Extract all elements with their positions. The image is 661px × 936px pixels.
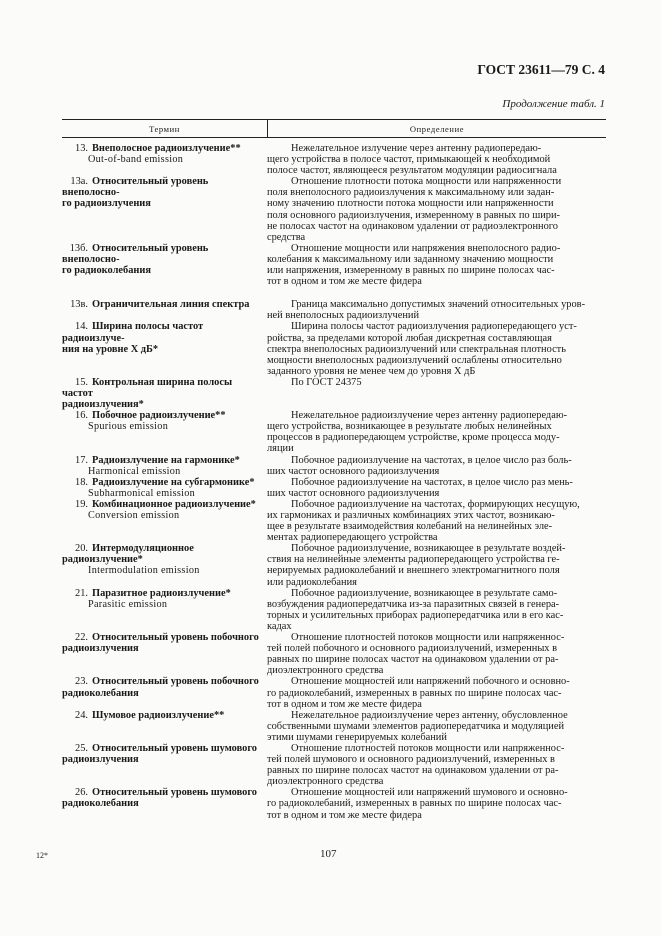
- definition-line: Побочное радиоизлучение на частотах, формирующих несущую,: [291, 498, 580, 510]
- definition-line: или напряжения, измеренному в равных по ширине полосах час-: [267, 265, 555, 277]
- definition-line: тей полей побочного и основного радиоизлучений, измеренных в: [267, 643, 557, 655]
- column-header-definition: Определение: [409, 123, 465, 134]
- term-number: 13в.: [70, 299, 88, 311]
- term-cell: [62, 543, 267, 587]
- definition-cell: [267, 499, 606, 543]
- table-row: [62, 676, 606, 709]
- definition-line: возбуждения радиопередатчика из-за паразитных связей в генера-: [267, 598, 560, 610]
- term-english: Spurious emission: [88, 421, 169, 433]
- term-cell: [62, 632, 267, 676]
- definition-line: диоэлектронного средства: [267, 665, 384, 677]
- definition-line: полосе частот, являющееся результатом модуляции радиосигнала: [267, 165, 557, 177]
- term-english: Parasitic emission: [88, 598, 168, 610]
- definition-line: мощности внеполосных радиоизлучений ослаблены относительно: [267, 354, 562, 366]
- definition-line: Побочное радиоизлучение на частотах, в целое число раз боль-: [291, 454, 572, 466]
- definition-line: Побочное радиоизлучение, возникающее в результате само-: [291, 587, 558, 599]
- term-name: Интермодуляционное радиоизлучение*: [62, 543, 194, 566]
- table-row: [62, 455, 606, 477]
- table-row: [62, 477, 606, 499]
- term-number: 18.: [75, 476, 88, 488]
- term-name-continued: радиоколебания: [62, 687, 139, 699]
- term-name: Радиоизлучение на субгармонике*: [92, 476, 255, 488]
- definition-line: нерируемых радиоколебаний и внешнего электромагнитного поля: [267, 565, 560, 577]
- term-name-continued: ния на уровне X дБ*: [62, 343, 159, 355]
- definition-line: торных и усилительных приборах радиопередатчика или в его кас-: [267, 609, 564, 621]
- table-row: [62, 410, 606, 454]
- term-name: Паразитное радиоизлучение*: [92, 587, 231, 599]
- table-row: [62, 143, 606, 176]
- definition-line: Побочное радиоизлучение на частотах, в целое число раз мень-: [291, 476, 573, 488]
- term-name: Ширина полосы частот радиоизлуче-: [62, 321, 204, 344]
- definition-line: поля основного радиоизлучения, измеренному в равных по шири-: [267, 209, 560, 221]
- definition-line: тот в одном и том же месте фидера: [267, 276, 422, 288]
- terms-table: [62, 119, 606, 821]
- definition-line: щее в результате взаимодействия колебаний на нелинейных эле-: [267, 521, 553, 533]
- definition-line: Отношение мощностей или напряжений шумового и основно-: [291, 787, 568, 799]
- definition-line: Отношение плотностей потоков мощности или напряженнос-: [291, 742, 565, 754]
- term-number: 23.: [75, 676, 88, 688]
- definition-line: Нежелательное радиоизлучение через антенну радиопередаю-: [291, 410, 568, 422]
- definition-line: Ширина полосы частот радиоизлучения радиопередающего уст-: [291, 321, 577, 333]
- term-english: Harmonical emission: [88, 465, 181, 477]
- term-number: 19.: [75, 498, 88, 510]
- definition-line: Нежелательное излучение через антенну радиопередаю-: [291, 143, 542, 154]
- term-name: Ограничительная линия спектра: [92, 299, 250, 311]
- definition-line: их гармониках и различных комбинациях этих частот, возникаю-: [267, 510, 555, 521]
- definition-line: Побочное радиоизлучение, возникающее в результате воздей-: [291, 543, 566, 555]
- term-cell: [62, 499, 267, 543]
- definition-line: равных по ширине полосах частот на одинаковом удалении от ра-: [267, 765, 559, 777]
- definition-cell: [267, 455, 606, 477]
- term-name-continued: радиоизлучения: [62, 754, 139, 766]
- definition-line: колебания к максимальному или заданному значению мощности: [267, 253, 554, 265]
- definition-cell: [267, 243, 606, 287]
- term-cell: [62, 787, 267, 820]
- term-cell: [62, 477, 267, 499]
- definition-line: Нежелательное радиоизлучение через антенну, обусловленное: [291, 709, 568, 721]
- term-name: Радиоизлучение на гармонике*: [92, 454, 240, 466]
- definition-line: ствия на нелинейные элементы радиопередающего устройства ге-: [267, 554, 560, 566]
- footer-mark: 12*: [36, 851, 48, 860]
- definition-line: процессов в радиопередающем устройстве, кроме процесса моду-: [267, 432, 560, 444]
- definition-line: ляции: [267, 443, 294, 455]
- definition-line: тот в одном и том же месте фидера: [267, 698, 422, 710]
- term-name: Шумовое радиоизлучение**: [92, 709, 225, 721]
- table-row: [62, 588, 606, 632]
- definition-line: кадах: [267, 620, 292, 632]
- term-name: Относительный уровень внеполосно-: [62, 176, 209, 199]
- definition-cell: [267, 176, 606, 243]
- term-cell: [62, 143, 267, 176]
- definition-line: или радиоколебания: [267, 576, 357, 588]
- term-name-continued: радиоколебания: [62, 798, 139, 810]
- definition-cell: [267, 632, 606, 676]
- term-name-continued: радиоизлучения: [62, 643, 139, 655]
- term-english: Subharmonical emission: [88, 487, 196, 499]
- term-number: 13б.: [69, 242, 88, 254]
- definition-line: Отношение мощности или напряжения внеполосного радио-: [291, 242, 561, 254]
- definition-line: щего устройства в полосе частот, примыкающей к необходимой: [267, 154, 551, 166]
- definition-line: не полосах частот на одинаковом удалении от радиоэлектронного: [267, 220, 558, 232]
- definition-line: Отношение плотности потока мощности или напряженности: [291, 176, 562, 188]
- term-name-continued: радиоизлучения*: [62, 399, 144, 411]
- definition-cell: [267, 377, 606, 410]
- table-row: [62, 499, 606, 543]
- table-header: [62, 119, 606, 138]
- definition-line: диоэлектронного средства: [267, 776, 384, 788]
- term-name: Контрольная ширина полосы частот: [62, 376, 233, 399]
- definition-line: собственными шумами элементов радиопередатчика и модуляцией: [267, 720, 565, 732]
- table-row: [62, 787, 606, 820]
- term-name: Комбинационное радиоизлучение*: [92, 498, 256, 510]
- table-body: [62, 138, 606, 821]
- definition-line: Граница максимально допустимых значений относительных уров-: [291, 299, 586, 311]
- definition-cell: [267, 710, 606, 743]
- table-continuation-label: Продолжение табл. 1: [502, 98, 605, 110]
- definition-line: Отношение мощностей или напряжений побочного и основно-: [291, 676, 570, 688]
- term-number: 13а.: [70, 176, 88, 188]
- term-number: 24.: [75, 709, 88, 721]
- term-name: Относительный уровень внеполосно-: [62, 242, 209, 265]
- term-english: Conversion emission: [88, 510, 180, 521]
- definition-line: тот в одном и том же месте фидера: [267, 809, 422, 821]
- definition-cell: [267, 787, 606, 820]
- definition-line: го радиоколебаний, измеренных в равных по ширине полосах час-: [267, 798, 562, 810]
- definition-line: Отношение плотностей потоков мощности или напряженнос-: [291, 632, 565, 644]
- definition-cell: [267, 410, 606, 454]
- table-row: [62, 243, 606, 287]
- term-number: 21.: [75, 587, 88, 599]
- term-cell: [62, 410, 267, 454]
- term-number: 13.: [75, 143, 88, 154]
- term-cell: [62, 743, 267, 787]
- definition-cell: [267, 299, 606, 321]
- term-number: 14.: [75, 321, 88, 333]
- definition-cell: [267, 321, 606, 376]
- definition-line: средства: [267, 231, 306, 243]
- term-cell: [62, 321, 267, 376]
- definition-line: тей полей шумового и основного радиоизлучений, измеренных в: [267, 754, 555, 766]
- definition-cell: [267, 477, 606, 499]
- table-row: [62, 632, 606, 676]
- term-name-continued: го радиоизлучения: [62, 198, 151, 210]
- term-cell: [62, 243, 267, 287]
- term-cell: [62, 710, 267, 743]
- term-number: 16.: [75, 410, 88, 422]
- term-name: Относительный уровень побочного: [92, 632, 259, 644]
- definition-line: щего устройства, возникающее в результате любых нелинейных: [267, 421, 552, 433]
- term-number: 17.: [75, 454, 88, 466]
- definition-line: По ГОСТ 24375: [291, 376, 362, 388]
- table-row: [62, 299, 606, 321]
- term-name-continued: го радиоколебания: [62, 265, 151, 277]
- column-header-term: Термин: [62, 120, 268, 137]
- definition-cell: [267, 743, 606, 787]
- definition-line: ших частот основного радиоизлучения: [267, 465, 440, 477]
- page-header: ГОСТ 23611—79 С. 4: [477, 62, 605, 77]
- term-cell: [62, 299, 267, 321]
- term-english: Intermodulation emission: [88, 565, 200, 577]
- definition-line: этими шумами генерируемых колебаний: [267, 731, 447, 743]
- term-cell: [62, 377, 267, 410]
- term-number: 15.: [75, 376, 88, 388]
- table-row: [62, 176, 606, 243]
- definition-line: равных по ширине полосах частот на одинаковом удалении от ра-: [267, 654, 559, 666]
- term-cell: [62, 676, 267, 709]
- term-name: Внеполосное радиоизлучение**: [92, 143, 241, 154]
- term-number: 20.: [75, 543, 88, 555]
- term-number: 22.: [75, 632, 88, 644]
- table-row: [62, 710, 606, 743]
- table-row: [62, 743, 606, 787]
- definition-line: ментах радиопередающего устройства: [267, 532, 438, 544]
- definition-cell: [267, 543, 606, 587]
- definition-line: поля внеполосного радиоизлучения к максимальному или задан-: [267, 187, 555, 199]
- definition-line: заданного уровня не менее чем до уровня X дБ: [267, 365, 476, 377]
- term-number: 26.: [75, 787, 88, 799]
- definition-line: ней внеполосных радиоизлучений: [267, 310, 420, 322]
- definition-cell: [267, 143, 606, 176]
- page-number: 107: [320, 848, 337, 860]
- term-cell: [62, 588, 267, 632]
- table-row: [62, 543, 606, 587]
- table-row: [62, 321, 606, 376]
- definition-cell: [267, 676, 606, 709]
- term-name: Относительный уровень шумового: [92, 742, 258, 754]
- term-name: Относительный уровень шумового: [92, 787, 258, 799]
- term-name: Побочное радиоизлучение**: [92, 410, 226, 422]
- definition-line: го радиоколебаний, измеренных в равных по ширине полосах час-: [267, 687, 562, 699]
- definition-line: ному значению плотности потока мощности или напряженности: [267, 198, 554, 210]
- term-cell: [62, 176, 267, 243]
- definition-cell: [267, 588, 606, 632]
- definition-line: спектра внеполосных радиоизлучений или спектральная плотность: [267, 343, 566, 355]
- table-row: [62, 377, 606, 410]
- definition-line: ройства, за пределами которой любая дискретная составляющая: [267, 332, 552, 344]
- definition-line: ших частот основного радиоизлучения: [267, 487, 440, 499]
- term-name: Относительный уровень побочного: [92, 676, 259, 688]
- term-number: 25.: [75, 742, 88, 754]
- term-cell: [62, 455, 267, 477]
- term-english: Out-of-band emission: [88, 154, 184, 166]
